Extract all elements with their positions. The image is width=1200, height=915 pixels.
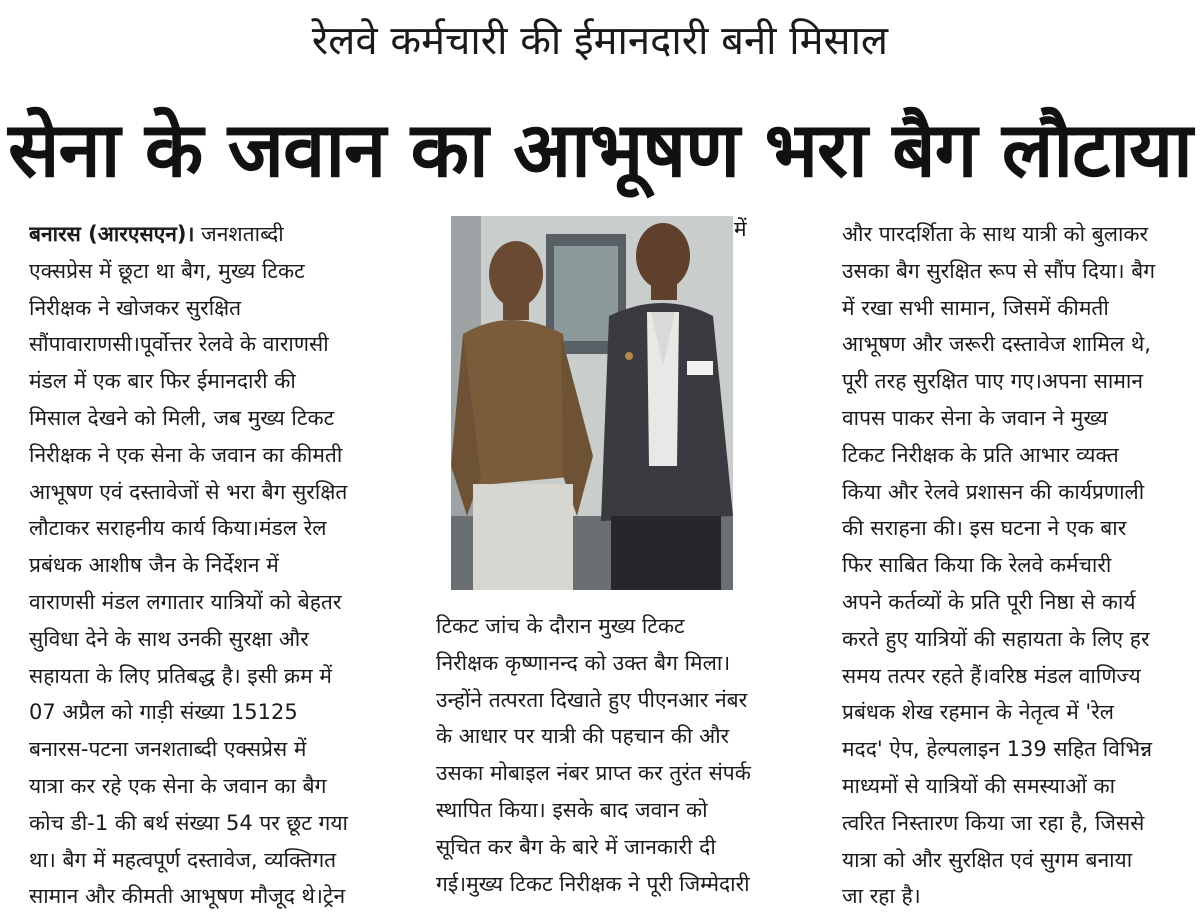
article-line: था। बैग में महत्वपूर्ण दस्तावेज, व्यक्तिगत: [29, 847, 337, 872]
article-line: मंडल में एक बार फिर ईमानदारी की: [29, 369, 296, 394]
article-line: उन्होंने तत्परता दिखाते हुए पीएनआर नंबर: [436, 687, 748, 712]
article-line: आभूषण और जरूरी दस्तावेज शामिल थे,: [842, 332, 1151, 357]
article-line: सामान और कीमती आभूषण मौजूद थे।ट्रेन: [29, 884, 346, 909]
main-headline: सेना के जवान का आभूषण भरा बैग लौटाया: [8, 105, 1192, 194]
article-line: समय तत्पर रहते हैं।वरिष्ठ मंडल वाणिज्य: [842, 663, 1141, 688]
article-line: वापस पाकर सेना के जवान ने मुख्य: [842, 405, 1108, 430]
article-line: एक्सप्रेस में छूटा था बैग, मुख्य टिकट: [29, 258, 305, 283]
article-line: स्थापित किया। इसके बाद जवान को: [436, 797, 708, 822]
article-line: में रखा सभी सामान, जिसमें कीमती: [842, 295, 1109, 320]
article-line: प्रबंधक आशीष जैन के निर्देशन में: [29, 553, 279, 578]
article-line: आभूषण एवं दस्तावेजों से भरा बैग सुरक्षित: [29, 479, 348, 504]
article-line: उसका मोबाइल नंबर प्राप्त कर तुरंत संपर्क: [436, 761, 751, 786]
article-line: यात्रा को और सुरक्षित एवं सुगम बनाया: [842, 847, 1133, 872]
article-line: सूचित कर बैग के बारे में जानकारी दी: [436, 834, 716, 859]
article-line: सुविधा देने के साथ उनकी सुरक्षा और: [29, 626, 309, 651]
column-2-top-fragment: में: [734, 217, 747, 241]
article-line-text: जनशताब्दी: [194, 222, 284, 246]
article-line: प्रबंधक शेख रहमान के नेतृत्व में 'रेल: [842, 700, 1115, 725]
article-line: बनारस-पटना जनशताब्दी एक्सप्रेस में: [29, 737, 307, 762]
photo-two-men-icon: [451, 216, 733, 590]
article-line: निरीक्षक कृष्णानन्द को उक्त बैग मिला।: [436, 650, 731, 675]
news-photo: [451, 216, 733, 590]
article-line: 07 अप्रैल को गाड़ी संख्या 15125: [29, 700, 298, 725]
article-line: के आधार पर यात्री की पहचान की और: [436, 724, 730, 749]
article-line: सहायता के लिए प्रतिबद्ध है। इसी क्रम में: [29, 663, 332, 688]
article-line: त्वरित निस्तारण किया जा रहा है, जिससे: [842, 810, 1145, 835]
article-line: मिसाल देखने को मिली, जब मुख्य टिकट: [29, 405, 335, 430]
article-line: यात्रा कर रहे एक सेना के जवान का बैग: [29, 773, 327, 798]
article-line: माध्यमों से यात्रियों की समस्याओं का: [842, 773, 1116, 798]
article-line: निरीक्षक ने एक सेना के जवान का कीमती: [29, 442, 343, 467]
article-line: सौंपावाराणसी।पूर्वोत्तर रेलवे के वाराणसी: [29, 332, 329, 357]
article-line: की सराहना की। इस घटना ने एक बार: [842, 516, 1127, 541]
article-line: वाराणसी मंडल लगातार यात्रियों को बेहतर: [29, 589, 342, 614]
article-line: मदद' ऐप, हेल्पलाइन 139 सहित विभिन्न: [842, 737, 1153, 762]
article-line: किया और रेलवे प्रशासन की कार्यप्रणाली: [842, 479, 1145, 504]
article-line: टिकट जांच के दौरान मुख्य टिकट: [436, 614, 685, 638]
article-line: निरीक्षक ने खोजकर सुरक्षित: [29, 295, 242, 320]
article-line: कोच डी-1 की बर्थ संख्या 54 पर छूट गया: [29, 810, 348, 835]
dateline: बनारस (आरएसएन)।: [29, 222, 195, 246]
article-line: अपने कर्तव्यों के प्रति पूरी निष्ठा से कार्य: [842, 589, 1136, 614]
article-line: जा रहा है।: [842, 884, 921, 909]
article-line: उसका बैग सुरक्षित रूप से सौंप दिया। बैग: [842, 258, 1156, 283]
article-line: फिर साबित किया कि रेलवे कर्मचारी: [842, 553, 1112, 578]
article-line: टिकट निरीक्षक के प्रति आभार व्यक्त: [842, 442, 1119, 467]
article-column-3: [842, 216, 1182, 915]
article-line: करते हुए यात्रियों की सहायता के लिए हर: [842, 626, 1150, 651]
kicker-headline: रेलवे कर्मचारी की ईमानदारी बनी मिसाल: [311, 18, 889, 64]
article-column-1: [29, 216, 401, 915]
article-line: [29, 216, 401, 253]
article-line: लौटाकर सराहनीय कार्य किया।मंडल रेल: [29, 516, 327, 541]
article-line: पूरी तरह सुरक्षित पाए गए।अपना सामान: [842, 369, 1144, 394]
article-line: गई।मुख्य टिकट निरीक्षक ने पूरी जिम्मेदारी: [436, 871, 750, 896]
article-column-2: [436, 608, 808, 902]
article-line: और पारदर्शिता के साथ यात्री को बुलाकर: [842, 222, 1149, 246]
